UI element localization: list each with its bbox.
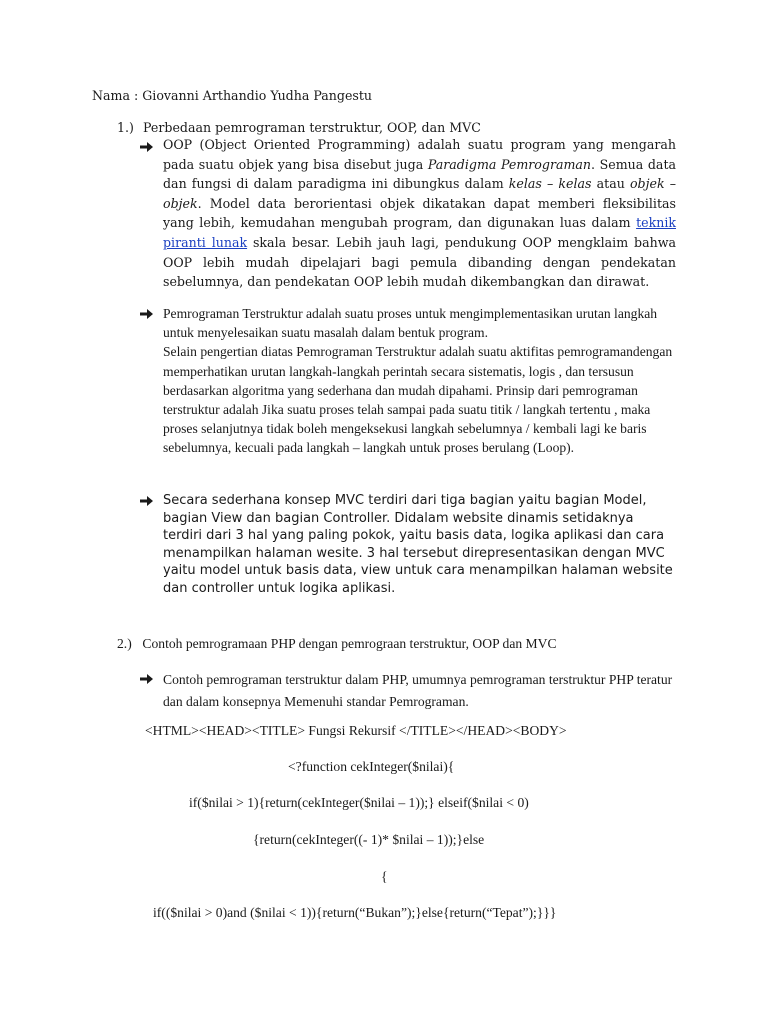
- right-arrow-icon: [140, 495, 154, 507]
- student-name-line: Nama : Giovanni Arthandio Yudha Pangestu: [92, 88, 373, 103]
- oop-paragraph: OOP (Object Oriented Programming) adalah suatu program yang mengarah pada suatu objek yang bisa disebut juga Paradigma Pemrograman. Semua data dan fungsi di dalam paradigma ini dibungkus dalam kelas – kelas atau objek – objek. Model data berorientasi objek dikatakan dapat memberi fleksibilitas yang lebih, kemudahan mengubah program, dan digunakan luas dalam teknik piranti lunak skala besar. Lebih jauh lagi, pendukung OOP mengklaim bahwa OOP lebih mudah dipelajari bagi pemula dibanding dengan pendekatan sebelumnya, dan pendekatan OOP lebih mudah dikembangkan dan dirawat.: [163, 137, 677, 290]
- terstruktur-explanation: Selain pengertian diatas Pemrograman Terstruktur adalah suatu aktifitas pemrogramandengan memperhatikan urutan langkah-langkah perintah secara sistematis, logis , dan tersusun berdasarkan algoritma yang sederhana dan mudah dipahami. Prinsip dari pemrograman terstruktur adalah Jika suatu proses telah sampai pada suatu titik / langkah tertentu , maka proses selanjutnya tidak boleh mengeksekusi langkah sebelumnya / kembali lagi ke baris sebelumnya, kecuali pada langkah – langkah untuk proses berulang (Loop).: [163, 344, 673, 456]
- terstruktur-paragraph: [163, 304, 676, 458]
- code-line-4: {return(cekInteger((- 1)* $nilai – 1));}else: [253, 832, 485, 847]
- right-arrow-icon: [140, 141, 154, 153]
- code-line-6: if(($nilai > 0)and ($nilai < 1)){return(“Bukan”);}else{return(“Tepat”);}}}: [153, 905, 557, 920]
- oop-term-paradigma: Paradigma Pemrograman: [427, 156, 592, 172]
- question-2-heading: [117, 636, 557, 652]
- question-1-number: 1.): [117, 120, 134, 135]
- code-line-3: if($nilai > 1){return(cekInteger($nilai – 1));} elseif($nilai < 0): [189, 795, 529, 810]
- mvc-paragraph: Secara sederhana konsep MVC terdiri dari tiga bagian yaitu bagian Model, bagian View dan bagian Controller. Didalam website dinamis setidaknya terdiri dari 3 hal yang paling pokok, yaitu basis data, logika aplikasi dan cara menampilkan halaman wesite. 3 hal tersebut direpresentasikan dengan MVC yaitu model untuk basis data, view untuk cara menampilkan halaman website dan controller untuk logika aplikasi.: [163, 493, 673, 596]
- question-2-title: Contoh pemrogramaan PHP dengan pemrograan terstruktur, OOP dan MVC: [142, 636, 557, 651]
- oop-term-kelas: kelas – kelas: [508, 176, 592, 192]
- teknik-piranti-lunak-link[interactable]: teknik piranti lunak: [163, 215, 676, 250]
- oop-term-objek: objek – objek: [163, 176, 676, 211]
- question-1-heading: [117, 120, 481, 135]
- code-line-1: <HTML><HEAD><TITLE> Fungsi Rekursif </TITLE></HEAD><BODY>: [145, 723, 567, 738]
- code-line-5: {: [381, 869, 388, 884]
- right-arrow-icon: [140, 673, 154, 685]
- question-1-title: Perbedaan pemrograman terstruktur, OOP, dan MVC: [143, 120, 481, 135]
- right-arrow-icon: [140, 308, 154, 320]
- question-2-number: 2.): [117, 636, 132, 651]
- php-intro-paragraph: Contoh pemrograman terstruktur dalam PHP, umumnya pemrograman terstruktur PHP teratur dan dalam konsepnya Memenuhi standar Pemrograman.: [163, 672, 673, 709]
- code-line-2: <?function cekInteger($nilai){: [288, 759, 455, 774]
- terstruktur-definition: Pemrograman Terstruktur adalah suatu proses untuk mengimplementasikan urutan langkah untuk menyelesaikan suatu masalah dalam bentuk program.: [163, 306, 658, 341]
